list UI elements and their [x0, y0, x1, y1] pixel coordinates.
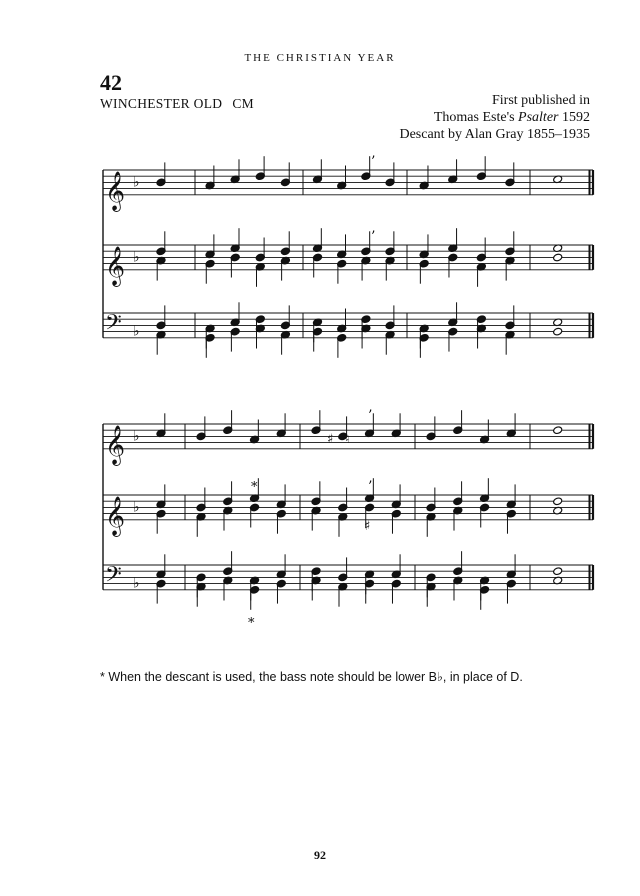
half-note — [553, 426, 563, 435]
key-signature-flat-icon: ♭ — [133, 499, 140, 516]
footnote: * When the descant is used, the bass note should be lower B♭, in place of D. — [100, 670, 523, 684]
credit-source-title: Psalter — [518, 110, 559, 125]
credit-first-published: First published in — [491, 93, 590, 108]
half-note — [553, 253, 563, 262]
key-signature-flat-icon: ♭ — [133, 323, 140, 340]
tune-meter: CM — [232, 96, 254, 111]
bass-clef-icon: 𝄢 — [105, 562, 122, 593]
treble-clef-icon: 𝄞 — [105, 170, 126, 211]
credit-descant: Descant by Alan Gray 1855–1935 — [399, 127, 590, 142]
half-note — [553, 567, 563, 576]
asterisk-marker: * — [251, 480, 258, 495]
natural-accidental-icon: ♮ — [345, 432, 350, 447]
page-number: 92 — [314, 848, 326, 862]
tune-name: WINCHESTER OLD — [100, 96, 223, 111]
half-note — [553, 497, 563, 506]
treble-clef-icon: 𝄞 — [105, 495, 126, 536]
bass-clef-icon: 𝄢 — [105, 310, 122, 341]
key-signature-flat-icon: ♭ — [133, 249, 140, 266]
treble-clef-icon: 𝄞 — [105, 245, 126, 286]
credit-source-year: 1592 — [558, 110, 590, 125]
key-signature-flat-icon: ♭ — [133, 428, 140, 445]
credit-source-author: Thomas Este's — [433, 110, 519, 125]
treble-clef-icon: 𝄞 — [105, 424, 126, 465]
key-signature-flat-icon: ♭ — [133, 174, 140, 191]
half-note — [553, 327, 563, 336]
breath-mark: ’ — [371, 154, 376, 170]
hymn-number: 42 — [100, 70, 122, 95]
asterisk-marker: * — [248, 616, 255, 631]
sharp-accidental-icon: ♯ — [364, 519, 371, 534]
key-signature-flat-icon: ♭ — [133, 575, 140, 592]
breath-mark: ’ — [368, 479, 373, 495]
running-head: THE CHRISTIAN YEAR — [244, 52, 396, 64]
breath-mark: ’ — [368, 408, 373, 424]
sharp-accidental-icon: ♯ — [327, 432, 334, 447]
breath-mark: ’ — [371, 229, 376, 245]
